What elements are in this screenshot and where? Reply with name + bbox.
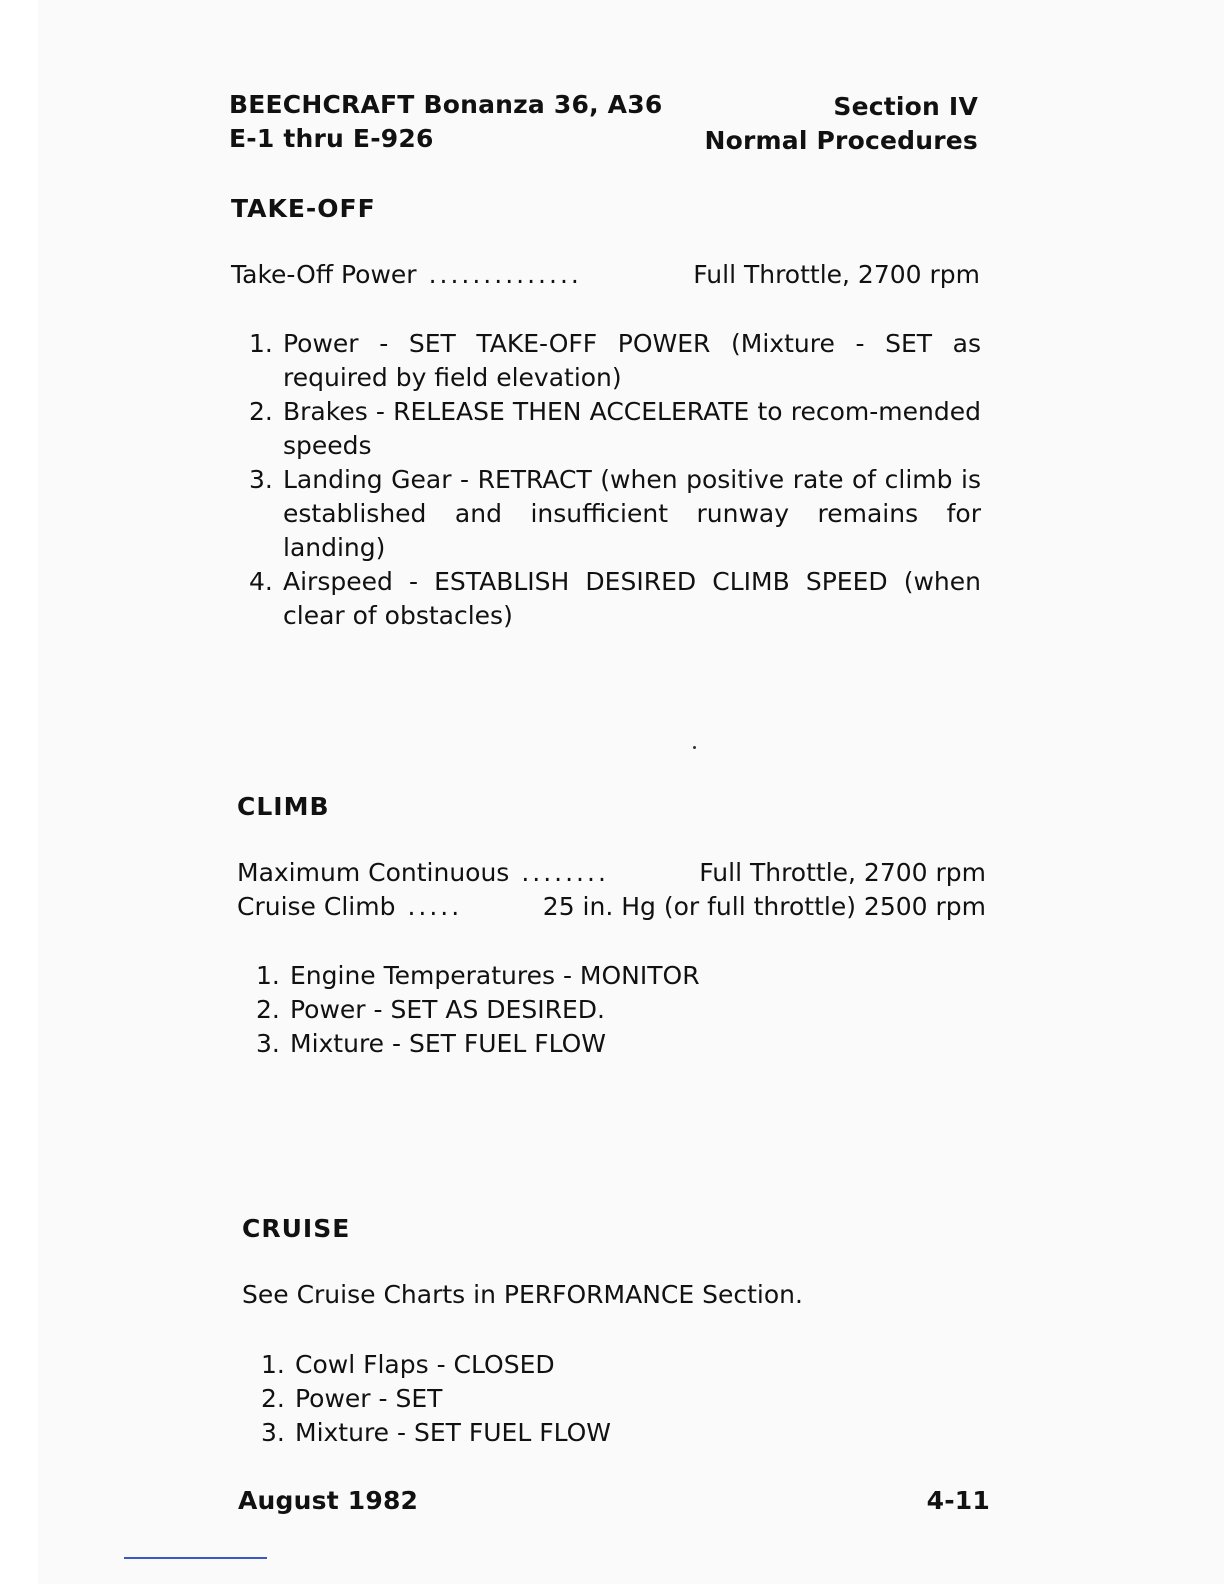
serial-range: E-1 thru E-926 xyxy=(229,124,434,153)
list-item xyxy=(249,327,981,395)
step-text: Engine Temperatures - MONITOR xyxy=(290,961,700,990)
step-number: 2. xyxy=(256,995,280,1024)
leader-dots: .............. xyxy=(428,260,582,289)
takeoff-steps xyxy=(249,327,981,633)
section-number: Section IV xyxy=(833,92,978,121)
page-background xyxy=(38,0,1224,1584)
list-item xyxy=(249,463,981,565)
step-number: 3. xyxy=(249,465,273,494)
page-number: 4-11 xyxy=(926,1486,990,1515)
step-text: Power - SET xyxy=(295,1384,443,1413)
step-text: Mixture - SET FUEL FLOW xyxy=(295,1418,612,1447)
step-number: 3. xyxy=(261,1418,285,1447)
takeoff-power-value: Full Throttle, 2700 rpm xyxy=(693,260,980,289)
climb-row-label: Cruise Climb xyxy=(237,892,396,921)
document-title: BEECHCRAFT Bonanza 36, A36 xyxy=(229,90,663,119)
climb-row-label: Maximum Continuous xyxy=(237,858,510,887)
step-text: Cowl Flaps - CLOSED xyxy=(295,1350,555,1379)
step-text: Mixture - SET FUEL FLOW xyxy=(290,1029,607,1058)
step-number: 1. xyxy=(256,961,280,990)
step-number: 2. xyxy=(249,397,273,426)
step-number: 2. xyxy=(261,1384,285,1413)
climb-row-value: Full Throttle, 2700 rpm xyxy=(699,858,986,887)
leader-dots: ..... xyxy=(407,892,463,921)
scan-speck xyxy=(693,746,696,749)
cruise-steps xyxy=(261,1348,961,1450)
step-number: 1. xyxy=(261,1350,285,1379)
step-text: Power - SET TAKE-OFF POWER (Mixture - SET as required by field elevation) xyxy=(283,329,981,392)
step-number: 1. xyxy=(249,329,273,358)
step-number: 3. xyxy=(256,1029,280,1058)
list-item xyxy=(256,993,956,1027)
takeoff-power-label: Take-Off Power xyxy=(231,260,417,289)
step-number: 4. xyxy=(249,567,273,596)
climb-row-cruise-climb xyxy=(237,892,986,921)
list-item xyxy=(256,959,956,993)
climb-heading: CLIMB xyxy=(237,792,330,821)
list-item xyxy=(261,1416,961,1450)
list-item xyxy=(249,395,981,463)
leader-dots: ........ xyxy=(521,858,609,887)
scan-artifact-line xyxy=(124,1557,267,1559)
climb-row-value: 25 in. Hg (or full throttle) 2500 rpm xyxy=(542,892,986,921)
cruise-note: See Cruise Charts in PERFORMANCE Section. xyxy=(242,1280,803,1309)
list-item xyxy=(249,565,981,633)
step-text: Airspeed - ESTABLISH DESIRED CLIMB SPEED (when clear of obstacles) xyxy=(283,567,981,630)
takeoff-power-row xyxy=(231,260,980,289)
step-text: Brakes - RELEASE THEN ACCELERATE to recom-mended speeds xyxy=(283,397,981,460)
step-text: Landing Gear - RETRACT (when positive rate of climb is established and insufficient runway remains for landing) xyxy=(283,465,981,562)
climb-row-max-continuous xyxy=(237,858,986,887)
section-title: Normal Procedures xyxy=(704,126,978,155)
takeoff-heading: TAKE-OFF xyxy=(231,194,376,223)
list-item xyxy=(261,1348,961,1382)
list-item xyxy=(261,1382,961,1416)
climb-steps xyxy=(256,959,956,1061)
cruise-heading: CRUISE xyxy=(242,1214,351,1243)
step-text: Power - SET AS DESIRED. xyxy=(290,995,605,1024)
list-item xyxy=(256,1027,956,1061)
footer-date: August 1982 xyxy=(238,1486,419,1515)
